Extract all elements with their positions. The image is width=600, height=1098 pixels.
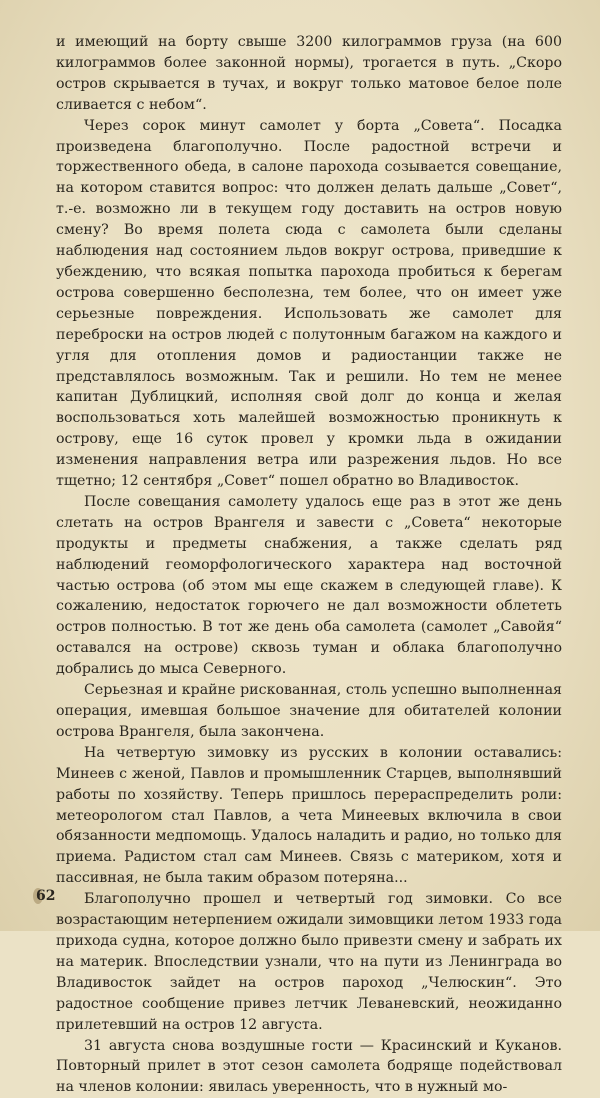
paragraph-6: Благополучно прошел и четвертый год зимовки. Со все возрастающим нетерпением ожидали зимовщики летом 1933 года прихода судна, которое должно было привезти смену и забрать их на материк. Впоследствии узнали, что на пути из Ленинграда во Владивосток зайдет на остров пароход „Челюскин“. Это радостное сообщение привез летчик Леваневский, неожиданно прилетевший на остров 12 августа.	[56, 889, 562, 1035]
paragraph-1: и имеющий на борту свыше 3200 килограммов груза (на 600 килограммов более законной нормы), трогается в путь. „Скоро остров скрывается в тучах, и вокруг только матовое белое поле сливается с небом“.	[56, 32, 562, 116]
body-text	[56, 32, 562, 1098]
paragraph-2: Через сорок минут самолет у борта „Совета“. Посадка произведена благополучно. После радостной встречи и торжественного обеда, в салоне парохода созывается совещание, на котором ставится вопрос: что должен делать дальше „Совет“, т.-е. возможно ли в текущем году доставить на остров новую смену? Во время полета сюда с самолета были сделаны наблюдения над состоянием льдов вокруг острова, приведшие к убеждению, что всякая попытка парохода пробиться к берегам острова совершенно бесполезна, тем более, что он имеет уже серьезные повреждения. Использовать же самолет для переброски на остров людей с полутонным багажом на каждого и угля для отопления домов и радиостанции также не представлялось возможным. Так и решили. Но тем не менее капитан Дублицкий, исполняя свой долг до конца и желая воспользоваться хоть малейшей возможностью проникнуть к острову, еще 16 суток провел у кромки льда в ожидании изменения направления ветра или разрежения льдов. Но все тщетно; 12 сентября „Совет“ пошел обратно во Владивосток.	[56, 116, 562, 492]
paragraph-3: После совещания самолету удалось еще раз в этот же день слетать на остров Врангеля и завести с „Совета“ некоторые продукты и предметы снабжения, а также сделать ряд наблюдений геоморфологического характера над восточной частью острова (об этом мы еще скажем в следующей главе). К сожалению, недостаток горючего не дал возможности облететь остров полностью. В тот же день оба самолета (самолет „Савойя“ оставался на острове) сквозь туман и облака благополучно добрались до мыса Северного.	[56, 492, 562, 680]
page-number: 62	[36, 888, 55, 904]
paragraph-5: На четвертую зимовку из русских в колонии оставались: Минеев с женой, Павлов и промышленник Старцев, выполнявший работы по хозяйству. Теперь пришлось перераспределить роли: метеорологом стал Павлов, а чета Минеевых включила в свои обязанности медпомощь. Удалось наладить и радио, но только для приема. Радистом стал сам Минеев. Связь с материком, хотя и пассивная, не была таким образом потеряна...	[56, 743, 562, 889]
paragraph-7: 31 августа снова воздушные гости — Красинский и Куканов. Повторный прилет в этот сезон самолета бодряще подействовал на членов колонии: явилась уверенность, что в нужный мо-	[56, 1036, 562, 1098]
paragraph-4: Серьезная и крайне рискованная, столь успешно выполненная операция, имевшая большое значение для обитателей колонии острова Врангеля, была закончена.	[56, 680, 562, 743]
